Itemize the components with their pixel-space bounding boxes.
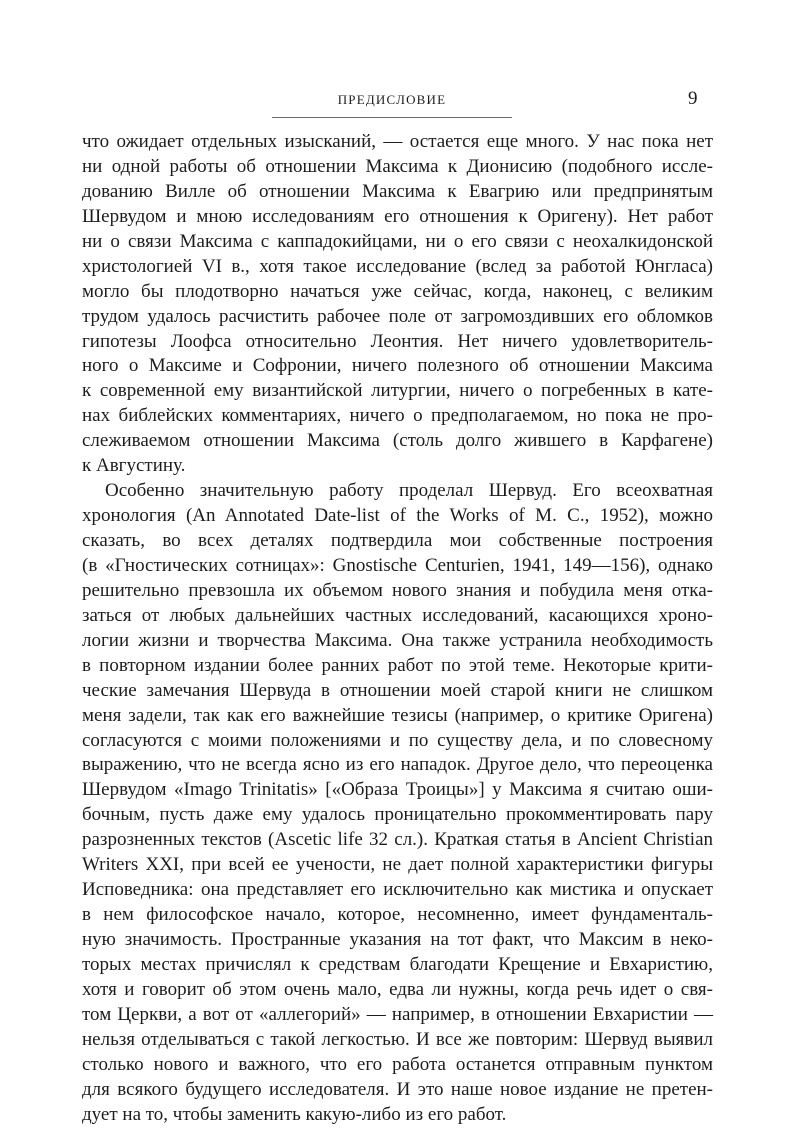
text-line: трудом удалось расчистить рабочее поле от загромоздивших его обломков — [82, 305, 713, 327]
text-line: разрозненных текстов (Ascetic life 32 сл.). Краткая статья в Ancient Christian — [82, 829, 713, 851]
text-line: Особенно значительную работу проделал Шервуд. Его всеохватная — [105, 480, 713, 502]
text-line: Шервудом «Imago Trinitatis» [«Образа Троицы»] у Максима я считаю оши- — [82, 779, 713, 801]
text-line: ни одной работы об отношении Максима к Дионисию (подобного иссле- — [82, 155, 713, 177]
text-line: столько нового и важного, что его работа останется отправным пунктом — [82, 1053, 713, 1075]
text-line: слеживаемом отношении Максима (столь долго жившего в Карфагене) — [82, 430, 713, 452]
text-line: дует на то, чтобы заменить какую-либо из его работ. — [82, 1103, 507, 1125]
text-line: что ожидает отдельных изысканий, — остается еще много. У нас пока нет — [82, 131, 713, 152]
text-line: ческие замечания Шервуда в отношении моей старой книги не слишком — [82, 679, 713, 701]
text-line: заться от любых дальнейших частных исследований, касающихся хроно- — [82, 604, 713, 626]
text-line: решительно превзошла их объемом нового знания и побудила меня отка- — [82, 579, 713, 601]
text-line: ного о Максиме и Софронии, ничего полезного об отношении Максима — [82, 355, 713, 377]
text-line: согласуются с моими положениями и по существу дела, и по словесному — [82, 729, 713, 751]
text-line: нах библейских комментариях, ничего о предполагаемом, но пока не про- — [82, 405, 713, 427]
text-line: гипотезы Лоофса относительно Леонтия. Нет ничего удовлетворитель- — [82, 330, 713, 352]
text-line: логии жизни и творчества Максима. Она также устранила необходимость — [82, 629, 713, 651]
running-title: ПРЕДИСЛОВИЕ — [337, 92, 447, 107]
text-line: хотя и говорит об этом очень мало, едва ли нужны, когда речь идет о свя- — [82, 978, 713, 1000]
text-line: для всякого будущего исследователя. И это наше новое издание не претен- — [82, 1078, 713, 1100]
text-line: в нем философское начало, которое, несомненно, имеет фундаменталь- — [82, 904, 713, 926]
text-line: ни о связи Максима с каппадокийцами, ни о его связи с неохалкидонской — [82, 230, 713, 252]
text-line: Шервудом и мною исследованиям его отношения к Оригену). Нет работ — [82, 205, 713, 227]
text-line: к Августину. — [82, 455, 186, 477]
text-line: ную значимость. Пространные указания на тот факт, что Максим в неко- — [82, 929, 713, 950]
text-line: Writers XXI, при всей ее учености, не дает полной характеристики фигуры — [82, 854, 713, 876]
page-number: 9 — [688, 88, 698, 109]
text-line: выражению, что не всегда ясно из его нападок. Другое дело, что переоценка — [82, 754, 713, 776]
text-line: том Церкви, а вот от «аллегорий» — например, в отношении Евхаристии — — [82, 1003, 713, 1025]
text-line: дованию Вилле об отношении Максима к Евагрию или предпринятым — [82, 180, 713, 202]
text-line: бочным, пусть даже ему удалось проницательно прокомментировать пару — [82, 804, 713, 826]
text-line: к современной ему византийской литургии, ничего о погребенных в кате- — [82, 380, 713, 402]
text-line: в повторном издании более ранних работ по этой теме. Некоторые крити- — [82, 654, 713, 676]
text-line: торых местах причислял к средствам благодати Крещение и Евхаристию, — [82, 953, 713, 975]
text-line: меня задели, так как его важнейшие тезисы (например, о критике Оригена) — [82, 704, 713, 726]
text-line: хронология (An Annotated Date-list of the Works of M. C., 1952), можно — [82, 505, 713, 527]
text-line: сказать, во всех деталях подтвердила мои собственные построения — [82, 530, 713, 551]
header-rule — [272, 117, 512, 118]
text-line: нельзя отделываться с такой легкостью. И все же повторим: Шервуд выявил — [82, 1028, 713, 1050]
text-line: могло бы плодотворно начаться уже сейчас, когда, наконец, с великим — [82, 280, 713, 302]
body-text — [82, 130, 713, 1128]
text-line: Исповедника: она представляет его исключительно как мистика и опускает — [82, 879, 713, 901]
text-line: христологией VI в., хотя такое исследование (вслед за работой Юнгласа) — [82, 255, 713, 277]
text-line: (в «Гностических сотницах»: Gnostische Centurien, 1941, 149—156), однако — [82, 554, 713, 576]
